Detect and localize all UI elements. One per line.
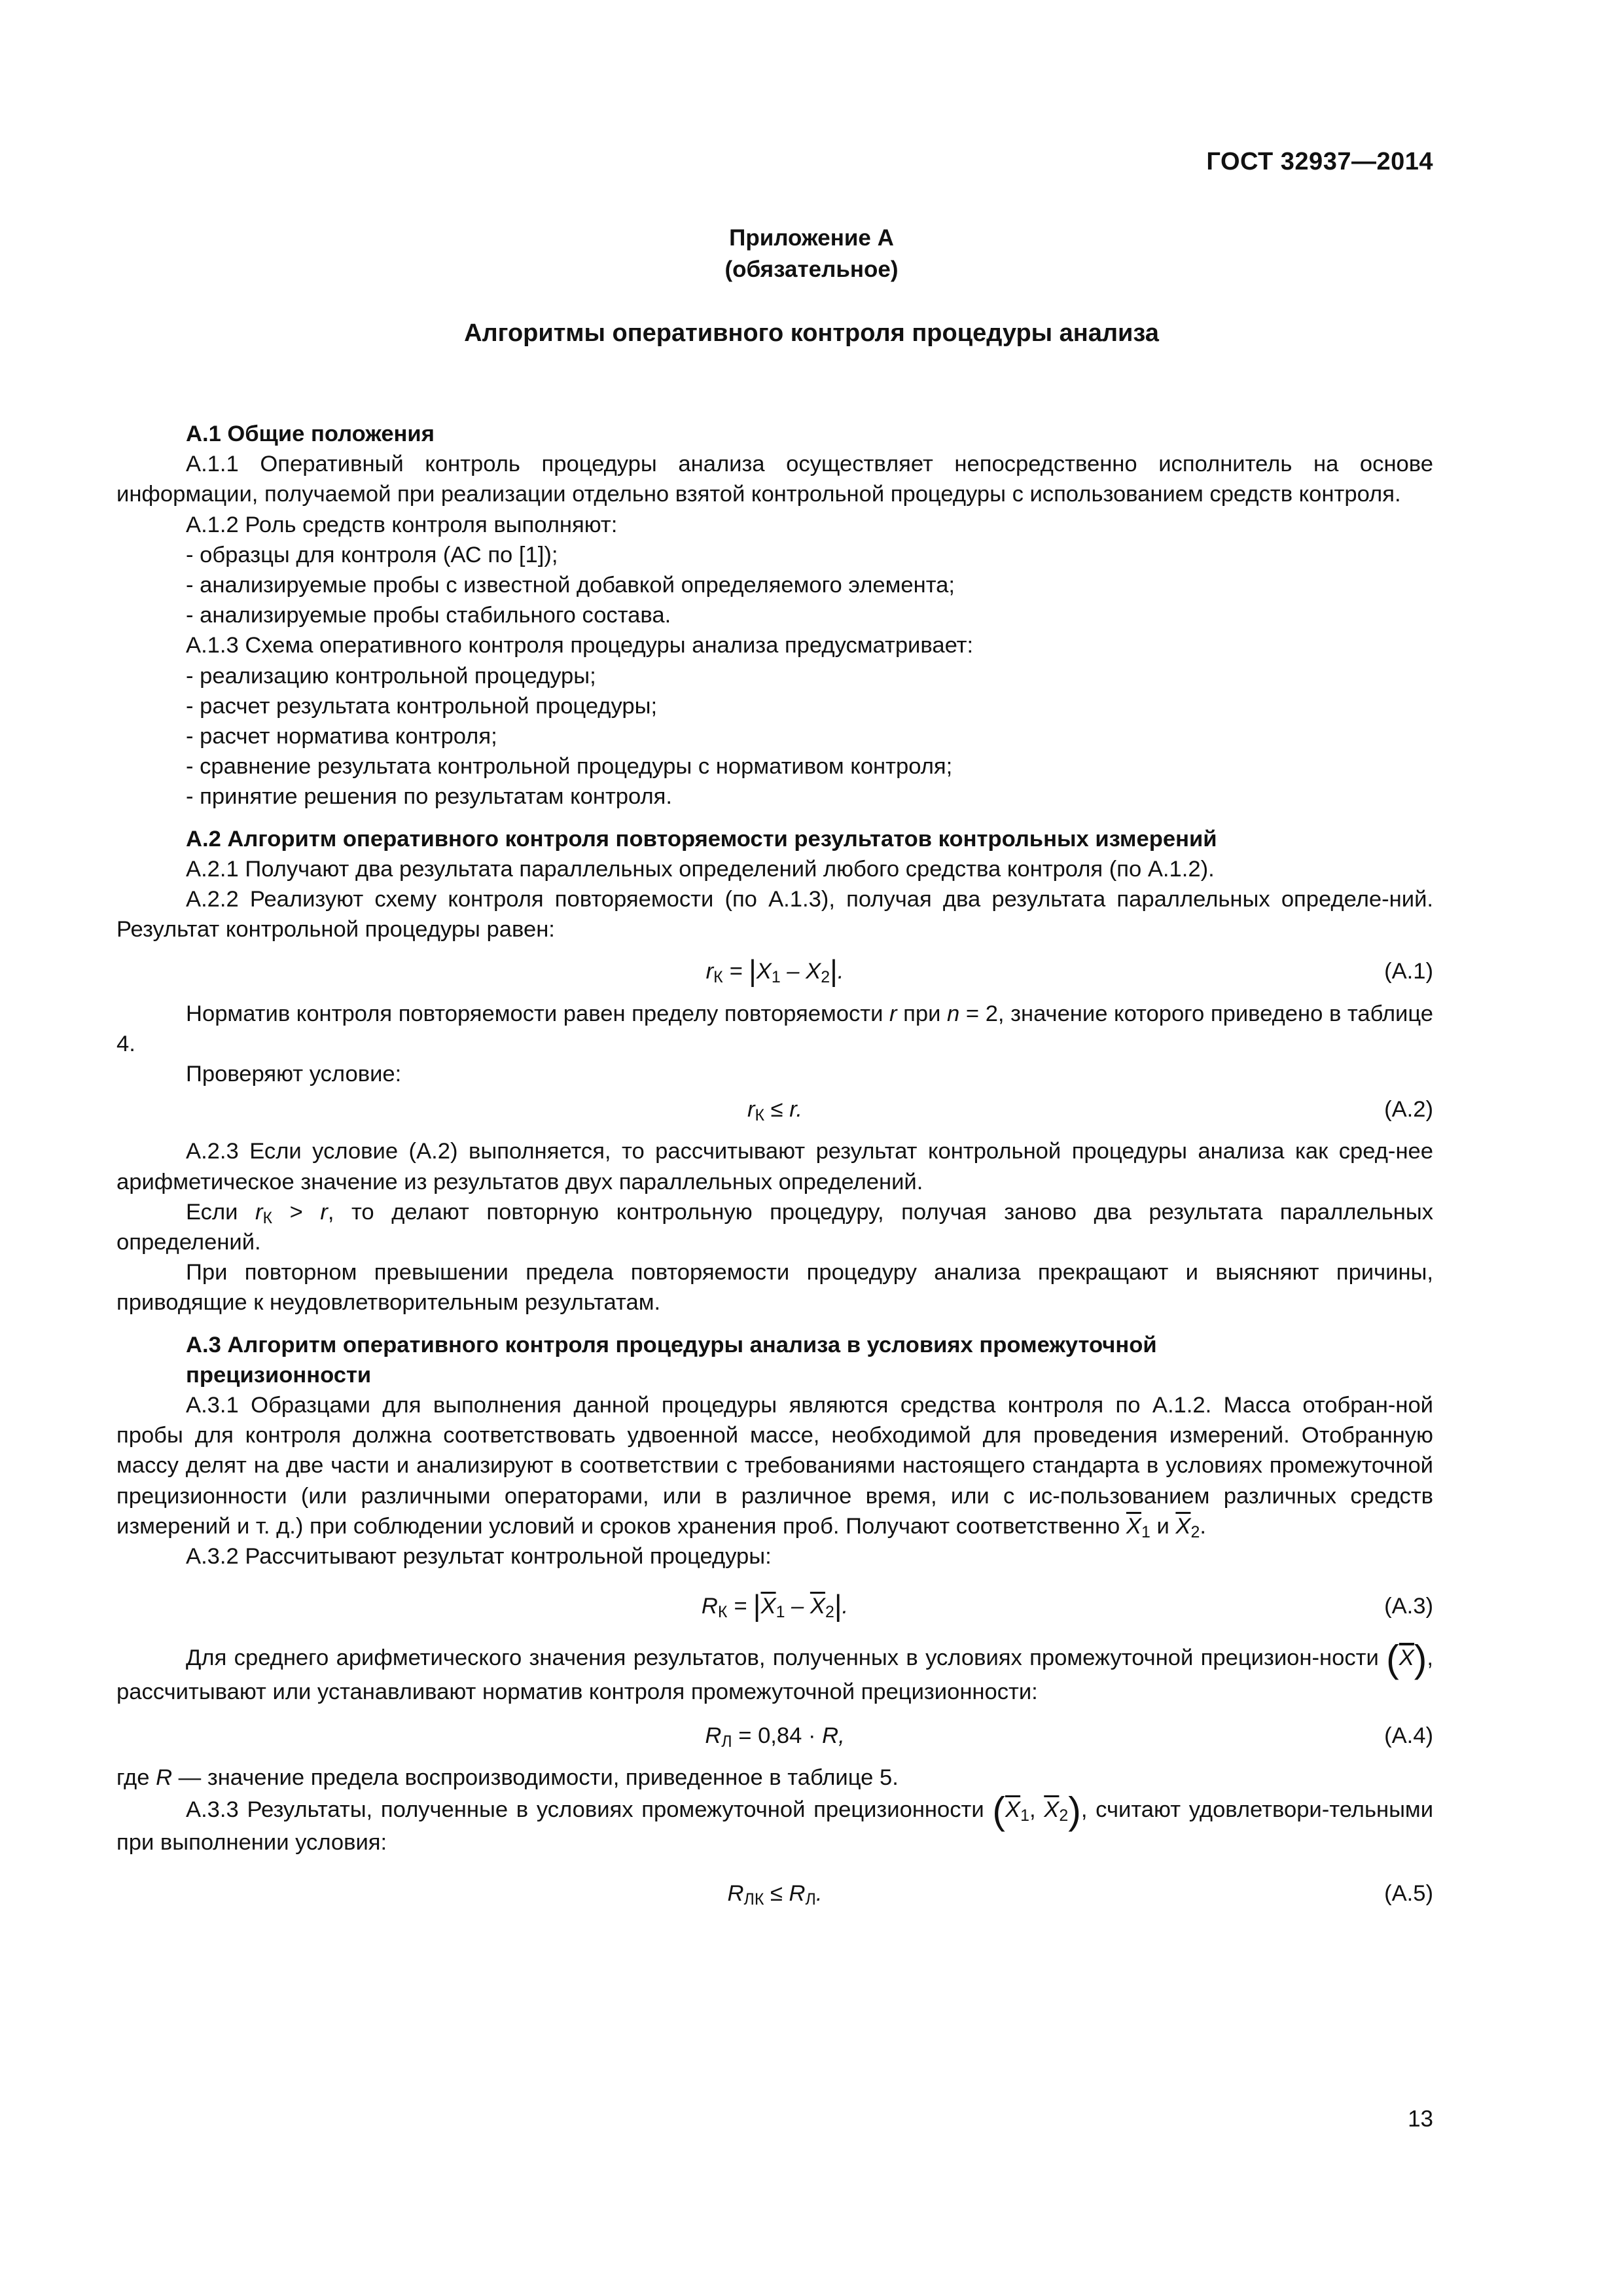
paragraph-a2-norm: Норматив контроля повторяемости равен пределу повторяемости r при n = 2, значение которого приведено в таблице 4. bbox=[116, 1001, 1433, 1056]
section-a1-heading: А.1 Общие положения bbox=[186, 422, 435, 446]
equation-a5-number: (А.5) bbox=[1384, 1880, 1433, 1906]
equation-a4-number: (А.4) bbox=[1384, 1723, 1433, 1749]
section-a3-heading: А.3 Алгоритм оперативного контроля процедуры анализа в условиях промежуточной прецизионности bbox=[186, 1332, 1157, 1388]
section-a2-heading: А.2 Алгоритм оперативного контроля повторяемости результатов контрольных измерений bbox=[186, 826, 1217, 852]
page-number: 13 bbox=[1408, 2106, 1433, 2132]
paragraph-a2-3: А.2.3 Если условие (А.2) выполняется, то рассчитывают результат контрольной процедуры анализа как сред-нее арифметическое значение из результатов двух параллельных определений. bbox=[116, 1139, 1433, 1194]
equation-a1 bbox=[116, 956, 1433, 986]
equation-a3 bbox=[116, 1586, 1433, 1628]
document-body bbox=[116, 419, 1433, 1928]
equation-a1-number: (А.1) bbox=[1384, 959, 1433, 984]
list-item: - принятие решения по результатам контроля. bbox=[186, 784, 672, 810]
equation-a4 bbox=[116, 1721, 1433, 1751]
equation-a5 bbox=[116, 1873, 1433, 1915]
list-item: - образцы для контроля (АС по [1]); bbox=[186, 542, 558, 567]
list-item: - реализацию контрольной процедуры; bbox=[186, 663, 596, 689]
equation-a2-number: (А.2) bbox=[1384, 1097, 1433, 1122]
paragraph-a1-1: А.1.1 Оперативный контроль процедуры анализа осуществляет непосредственно исполнитель на основе информации, получаемой при реализации отдельно взятой контрольной процедуры с использованием средств контроля. bbox=[116, 452, 1433, 507]
equation-a3-formula: $R_К = |\overline{X}_1 - \overline{X}_2|$. bbox=[701, 1588, 849, 1623]
equation-a3-number: (А.3) bbox=[1384, 1594, 1433, 1619]
equation-a2 bbox=[116, 1094, 1433, 1124]
paragraph-a2-1: А.2.1 Получают два результата параллельных определений любого средства контроля (по А.1.2). bbox=[186, 856, 1215, 882]
paragraph-a2-exceed: Если $r_К > r$, то делают повторную контрольную процедуру, получая заново два результата параллельных определений. bbox=[116, 1199, 1433, 1255]
paragraph-a3-2: А.3.2 Рассчитывают результат контрольной процедуры: bbox=[186, 1544, 772, 1570]
paragraph-a2-check: Проверяют условие: bbox=[186, 1062, 402, 1087]
list-item: - расчет результата контрольной процедуры; bbox=[186, 693, 658, 719]
paragraph-a3-3: А.3.3 Результаты, полученные в условиях промежуточной прецизионности ($\overline{X}_1$, $\overline{X}_2$), считают удовлетвори-тельными при выполнении условия: bbox=[116, 1789, 1434, 1855]
paragraph-a3-mean: Для среднего арифметического значения результатов, полученных в условиях промежуточной прецизион-ности $(\overline{X})$, рассчитывают или устанавливают норматив контроля промежуточной прецизионности: bbox=[116, 1638, 1433, 1705]
list-item: - анализируемые пробы с известной добавкой определяемого элемента; bbox=[186, 573, 955, 598]
list-item: - анализируемые пробы стабильного состава. bbox=[186, 603, 671, 628]
paragraph-a1-2: А.1.2 Роль средств контроля выполняют: bbox=[186, 512, 618, 537]
paragraph-a2-2: А.2.2 Реализуют схему контроля повторяемости (по А.1.3), получая два результата параллельных определе-ний. Результат контрольной процедуры равен: bbox=[116, 887, 1433, 942]
appendix-label: Приложение А bbox=[729, 225, 894, 251]
paragraph-a3-where: где R — значение предела воспроизводимости, приведенное в таблице 5. bbox=[116, 1765, 899, 1791]
appendix-status: (обязательное) bbox=[724, 257, 899, 282]
equation-a5-formula: $R_{ЛК} \le R_Л$. bbox=[727, 1880, 823, 1909]
standard-header: ГОСТ 32937—2014 bbox=[1206, 148, 1433, 175]
appendix-title: Алгоритмы оперативного контроля процедуры анализа bbox=[464, 319, 1159, 347]
list-item: - расчет норматива контроля; bbox=[186, 724, 497, 749]
equation-a4-formula: $R_Л = 0,84 \cdot R$, bbox=[705, 1723, 845, 1751]
paragraph-a1-3: А.1.3 Схема оперативного контроля процедуры анализа предусматривает: bbox=[186, 633, 974, 658]
paragraph-a2-repeat: При повторном превышении предела повторяемости процедуру анализа прекращают и выясняют причины, приводящие к неудовлетворительным результатам. bbox=[116, 1260, 1433, 1316]
list-item: - сравнение результата контрольной процедуры с нормативом контроля; bbox=[186, 754, 953, 780]
paragraph-a3-1: А.3.1 Образцами для выполнения данной процедуры являются средства контроля по А.1.2. Масса отобран-ной пробы для контроля должна соответствовать удвоенной массе, необходимой для проведения измерений. Отобранную массу делят на две части и анализируют в соответствии с требованиями настоящего стандарта в условиях промежуточной прецизионности (или различными операторами, или в различное время, или с ис-пользованием различных средств измерений и т. д.) при соблюдении условий и сроков хранения проб. Получают соответственно $\overline{X}_1$ и $\overline{X}_2$. bbox=[116, 1393, 1433, 1542]
equation-a1-formula: $r_К = |X_1 - X_2|$. bbox=[705, 954, 844, 988]
equation-a2-formula: $r_К \le r$. bbox=[747, 1097, 803, 1125]
